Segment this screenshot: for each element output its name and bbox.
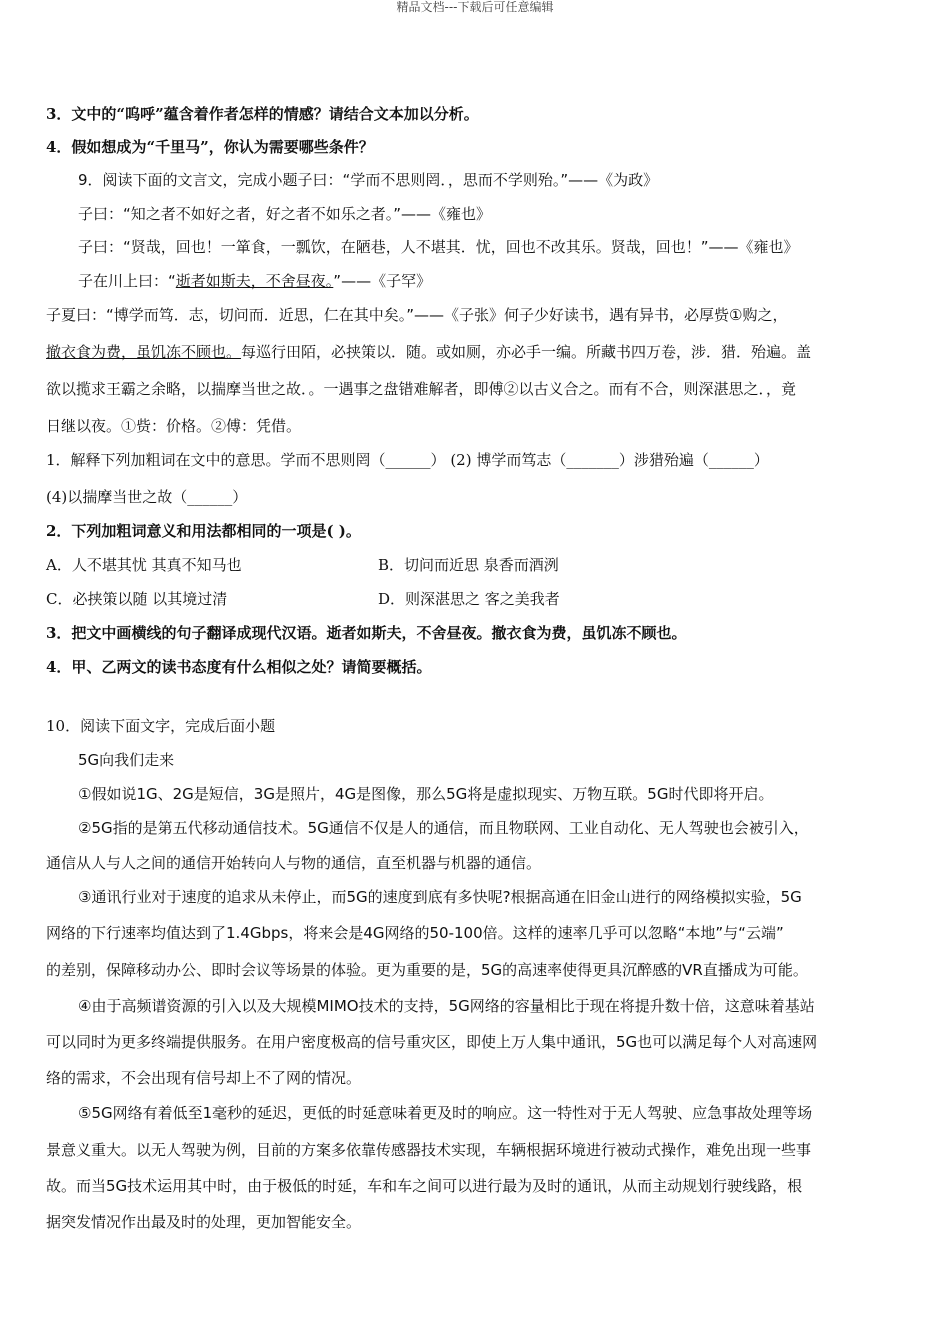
- passage-9-line: [78, 271, 431, 291]
- option-c: C．必挟策以随 以其境过清: [46, 590, 228, 608]
- subquestion-1-part4: (4)以揣摩当世之故（______）: [46, 488, 248, 506]
- paragraph-line: 络的需求，不会出现有信号却上不了网的情况。: [46, 1069, 362, 1087]
- question-3: 3．文中的“呜呼”蕴含着作者怎样的情感？请结合文本加以分析。: [46, 105, 479, 123]
- paragraph-line: ⑤5G网络有着低至1毫秒的延迟，更低的时延意味着更及时的响应。这一特性对于无人驾驶、应急事故处理等场: [78, 1104, 813, 1122]
- passage-9-line: 日继以夜。①赀：价格。②傅：凭借。: [46, 417, 302, 435]
- paragraph-line: 可以同时为更多终端提供服务。在用户密度极高的信号重灾区，即使上万人集中通讯，5G也可以满足每个人对高速网: [46, 1033, 818, 1051]
- passage-9-title: 9．阅读下面的文言文，完成小题子曰：“学而不思则罔．，思而不学则殆。”——《为政》: [78, 171, 659, 189]
- passage-9-line: 子曰：“贤哉，回也！一箪食，一瓢饮，在陋巷，人不堪其．忧，回也不改其乐。贤哉，回也！”——《雍也》: [78, 238, 799, 256]
- paragraph-line: 据突发情况作出最及时的处理，更加智能安全。: [46, 1213, 362, 1231]
- passage-9-line: [46, 342, 811, 362]
- paragraph-line: 故。而当5G技术运用其中时，由于极低的时延，车和车之间可以进行最为及时的通讯，从而主动规划行驶线路，根: [46, 1177, 803, 1195]
- passage-10-title: 5G向我们走来: [78, 751, 175, 769]
- paragraph-line: 网络的下行速率均值达到了1.4Gbps，将来会是4G网络的50-100倍。这样的速率几乎可以忽略“本地”与“云端”: [46, 924, 784, 942]
- paragraph-line: ③通讯行业对于速度的追求从未停止，而5G的速度到底有多快呢?根据高通在旧金山进行的网络模拟实验，5G: [78, 888, 802, 906]
- text-segment: 每巡行田陌，必挟策以．随。或如厕，亦必手一编。所藏书四万卷，涉．猎．殆遍。盖: [241, 343, 812, 361]
- subquestion-4: 4．甲、乙两文的读书态度有什么相似之处？请简要概括。: [46, 658, 432, 676]
- paragraph-line: 通信从人与人之间的通信开始转向人与物的通信，直至机器与机器的通信。: [46, 854, 542, 872]
- page-header: 精品文档---下载后可任意编辑: [396, 0, 554, 14]
- paragraph-line: ①假如说1G、2G是短信，3G是照片，4G是图像，那么5G将是虚拟现实、万物互联。5G时代即将开启。: [78, 785, 774, 803]
- passage-10-heading: 10．阅读下面文字，完成后面小题: [46, 717, 276, 735]
- paragraph-line: ②5G指的是第五代移动通信技术。5G通信不仅是人的通信，而且物联网、工业自动化、无人驾驶也会被引入，: [78, 819, 809, 837]
- underlined-sentence: 撤衣食为费，虽饥冻不顾也。: [46, 343, 242, 361]
- underlined-sentence: 逝者如斯夫，不舍昼夜。: [175, 272, 334, 290]
- text-segment: 子在川上曰：“: [78, 272, 176, 290]
- subquestion-2: 2．下列加粗词意义和用法都相同的一项是( )。: [46, 522, 361, 540]
- paragraph-line: 景意义重大。以无人驾驶为例，目前的方案多依靠传感器技术实现，车辆根据环境进行被动式操作，难免出现一些事: [46, 1141, 812, 1159]
- option-b: B．切问而近思 泉香而酒洌: [378, 556, 559, 574]
- passage-9-line: 子夏曰：“博学而笃．志，切问而．近思，仁在其中矣。”——《子张》何子少好读书，遇有异书，必厚赀①购之，: [46, 306, 788, 324]
- option-a: A．人不堪其忧 其真不知马也: [46, 556, 242, 574]
- question-4: 4．假如想成为“千里马”，你认为需要哪些条件？: [46, 138, 374, 156]
- passage-9-line: 欲以揽求王霸之余略，以揣摩当世之故．。一遇事之盘错难解者，即傅②以古义合之。而有不合，则深湛思之．，竟: [46, 380, 797, 398]
- paragraph-line: 的差别，保障移动办公、即时会议等场景的体验。更为重要的是，5G的高速率使得更具沉醉感的VR直播成为可能。: [46, 961, 808, 979]
- paragraph-line: ④由于高频谱资源的引入以及大规模MIMO技术的支持，5G网络的容量相比于现在将提升数十倍，这意味着基站: [78, 997, 815, 1015]
- subquestion-3: 3．把文中画横线的句子翻译成现代汉语。逝者如斯夫，不舍昼夜。撤衣食为费，虽饥冻不顾也。: [46, 624, 687, 642]
- subquestion-1: 1．解释下列加粗词在文中的意思。学而不思则罔（______） (2) 博学而笃志（_______）涉猎殆遍（______）: [46, 451, 769, 469]
- text-segment: ”——《子罕》: [333, 272, 432, 290]
- option-d: D．则深湛思之 客之美我者: [378, 590, 560, 608]
- passage-9-line: 子曰：“知之者不如好之者，好之者不如乐之者。”——《雍也》: [78, 205, 492, 223]
